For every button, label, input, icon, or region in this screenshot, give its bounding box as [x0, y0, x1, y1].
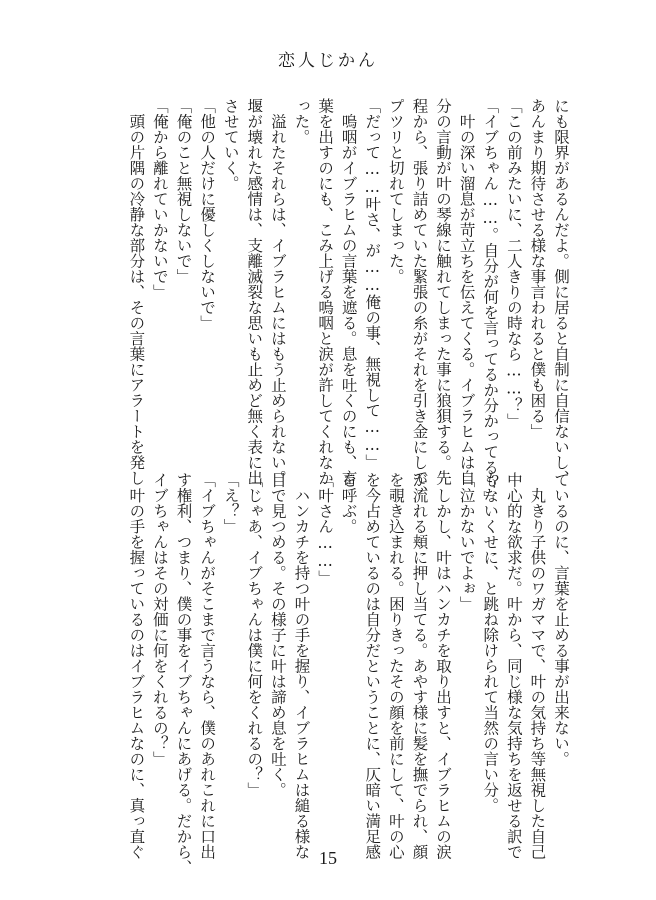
- text-line: あんまり期待させる様な事言われると僕も困る」: [528, 98, 547, 439]
- page-number: 15: [319, 848, 337, 868]
- text-line: 堰が壊れた感情は、支離滅裂な思いも止めど無く表に出: [245, 98, 264, 486]
- text-line: 叶の深い溜息が苛立ちを伝えてくる。イブラヒムは自: [457, 98, 476, 486]
- text-line: を呼ぶ。: [339, 472, 358, 534]
- text-line: 丸きり子供のワガママで、叶の気持ち等無視した自己: [528, 472, 547, 860]
- text-line: す権利、つまり、僕の事をイブちゃんにあげる。だから、: [174, 472, 193, 875]
- text-line: 頭の片隅の冷静な部分は、その言葉にアラートを発し: [127, 98, 146, 486]
- text-line: 溢れたそれらは、イブラヒムにはもう止められない。: [268, 98, 287, 486]
- text-line: 叶の手を握っているのはイブラヒムなのに、真っ直ぐ: [127, 472, 146, 860]
- text-line: にも限界があるんだよ。側に居ると自制に自信ないし、: [552, 98, 570, 486]
- text-line: 程から、張り詰めていた緊張の糸がそれを引き金にして、: [410, 98, 429, 501]
- page-title: 恋人じかん: [278, 51, 378, 71]
- text-line: 中心的な欲求だ。叶から、同じ様な気持ちを返せる訳で: [504, 472, 523, 860]
- text-line: が流れる頬に押し当てる。あやす様に髪を撫でられ、顔: [410, 472, 429, 860]
- text-line: を覗き込まれる。困りきったその顔を前にして、叶の心: [386, 472, 405, 860]
- text-line: しかし、叶はハンカチを取り出すと、イブラヒムの涙: [434, 472, 453, 860]
- text-line: 「泣かないでよぉ」: [457, 472, 476, 612]
- text-line: 「じゃあ、イブちゃんは僕に何をくれるの？」: [245, 472, 264, 798]
- text-line: 「俺から離れていかないで」: [150, 98, 169, 300]
- text-line: もないくせに、と跳ね除けられて当然の言い分。: [481, 472, 500, 813]
- text-line: 「イブちゃん……。自分が何を言ってるか分かってる？」: [481, 98, 500, 506]
- text-line: 嗚咽がイブラヒムの言葉を遮る。息を吐くのにも、言: [339, 98, 358, 486]
- text-line: 「イブちゃんがそこまで言うなら、僕のあれこれに口出: [198, 472, 217, 860]
- text-line: 「他の人だけに優しくしないで」: [198, 98, 217, 331]
- text-line: 「だって……叶さ、が……俺の事、無視して……」: [363, 98, 382, 470]
- text-line: イブちゃんはその対価に何をくれるの？」: [150, 472, 169, 767]
- text-line: 「この前みたいに、二人きりの時なら……？」: [504, 98, 523, 429]
- text-line: プツリと切れてしまった。: [386, 98, 405, 284]
- text-line: った。: [292, 98, 311, 145]
- text-line: を今占めているのは自分だということに、仄暗い満足感: [363, 472, 382, 860]
- text-line: 「え？」: [221, 472, 240, 534]
- text-line: 葉を出すのにも、こみ上げる嗚咽と涙が許してくれなか: [316, 98, 335, 486]
- text-line: 「叶さん……」: [316, 472, 335, 586]
- text-line: させていく。: [221, 98, 240, 191]
- text-line: 分の言動が叶の琴線に触れてしまった事に狼狽する。先: [434, 98, 453, 486]
- text-line: 「俺のこと無視しないで」: [174, 98, 193, 284]
- text-line: ているのに、言葉を止める事が出来ない。: [552, 472, 570, 767]
- text-line: 目で見つめる。その様子に叶は諦め息を吐く。: [268, 472, 287, 798]
- text-line: ハンカチを持つ叶の手を握り、イブラヒムは縋る様な: [292, 472, 311, 860]
